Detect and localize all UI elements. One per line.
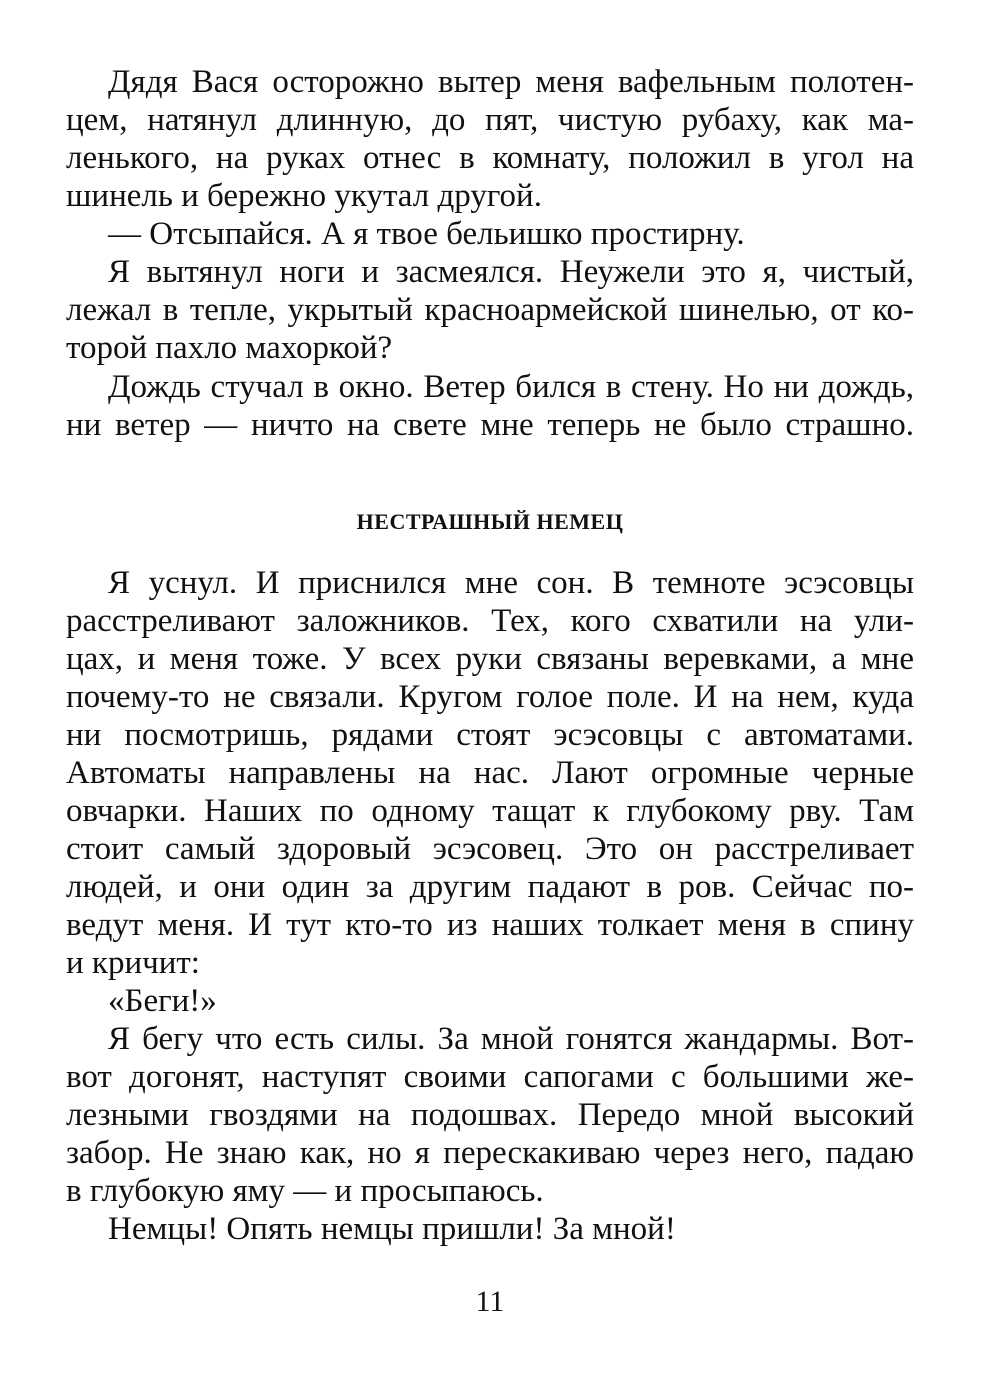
- text-line: цах, и меня тоже. У всех руки связаны веревками, а мне: [66, 641, 914, 677]
- text-line: торой пахло махоркой?: [66, 330, 393, 366]
- text-line: Я уснул. И приснился мне сон. В темноте эсэсовцы: [108, 565, 914, 601]
- text-line: Немцы! Опять немцы пришли! За мной!: [108, 1211, 676, 1247]
- text-line: шинель и бережно укутал другой.: [66, 178, 542, 214]
- text-line: «Беги!»: [108, 983, 217, 1019]
- text-line: и кричит:: [66, 945, 200, 981]
- text-line: в глубокую яму — и просыпаюсь.: [66, 1173, 544, 1209]
- text-line: почему-то не связали. Кругом голое поле. И на нем, куда: [66, 679, 914, 715]
- text-line: — Отсыпайся. А я твое бельишко простирну.: [108, 216, 745, 252]
- text-line: забор. Не знаю как, но я перескакиваю через него, падаю: [66, 1135, 914, 1171]
- text-line: людей, и они один за другим падают в ров. Сейчас по-: [66, 869, 914, 905]
- text-line: ни посмотришь, рядами стоят эсэсовцы с автоматами.: [66, 717, 914, 753]
- text-line: Дождь стучал в окно. Ветер бился в стену. Но ни дождь,: [108, 369, 914, 405]
- text-line: цем, натянул длинную, до пят, чистую рубаху, как ма-: [66, 102, 914, 138]
- text-line: лежал в тепле, укрытый красноармейской шинелью, от ко-: [66, 292, 914, 328]
- text-line: ни ветер — ничто на свете мне теперь не было страшно.: [66, 407, 914, 443]
- text-line: ведут меня. И тут кто-то из наших толкает меня в спину: [66, 907, 914, 943]
- text-line: расстреливают заложников. Тех, кого схватили на ули-: [66, 603, 914, 639]
- text-line: лезными гвоздями на подошвах. Передо мной высокий: [66, 1097, 914, 1133]
- page-number: 11: [475, 1285, 505, 1318]
- text-line: овчарки. Наших по одному тащат к глубокому рву. Там: [66, 793, 914, 829]
- chapter-heading: НЕСТРАШНЫЙ НЕМЕЦ: [356, 509, 624, 534]
- text-line: ленького, на руках отнес в комнату, положил в угол на: [66, 140, 914, 176]
- text-line: стоит самый здоровый эсэсовец. Это он расстреливает: [66, 831, 914, 867]
- text-line: Я вытянул ноги и засмеялся. Неужели это я, чистый,: [108, 254, 914, 290]
- book-page: [66, 0, 914, 1393]
- text-line: Автоматы направлены на нас. Лают огромные черные: [66, 755, 914, 791]
- text-line: Дядя Вася осторожно вытер меня вафельным полотен-: [108, 64, 914, 100]
- text-line: Я бегу что есть силы. За мной гонятся жандармы. Вот-: [108, 1021, 914, 1057]
- text-line: вот догонят, наступят своими сапогами с большими же-: [66, 1059, 914, 1095]
